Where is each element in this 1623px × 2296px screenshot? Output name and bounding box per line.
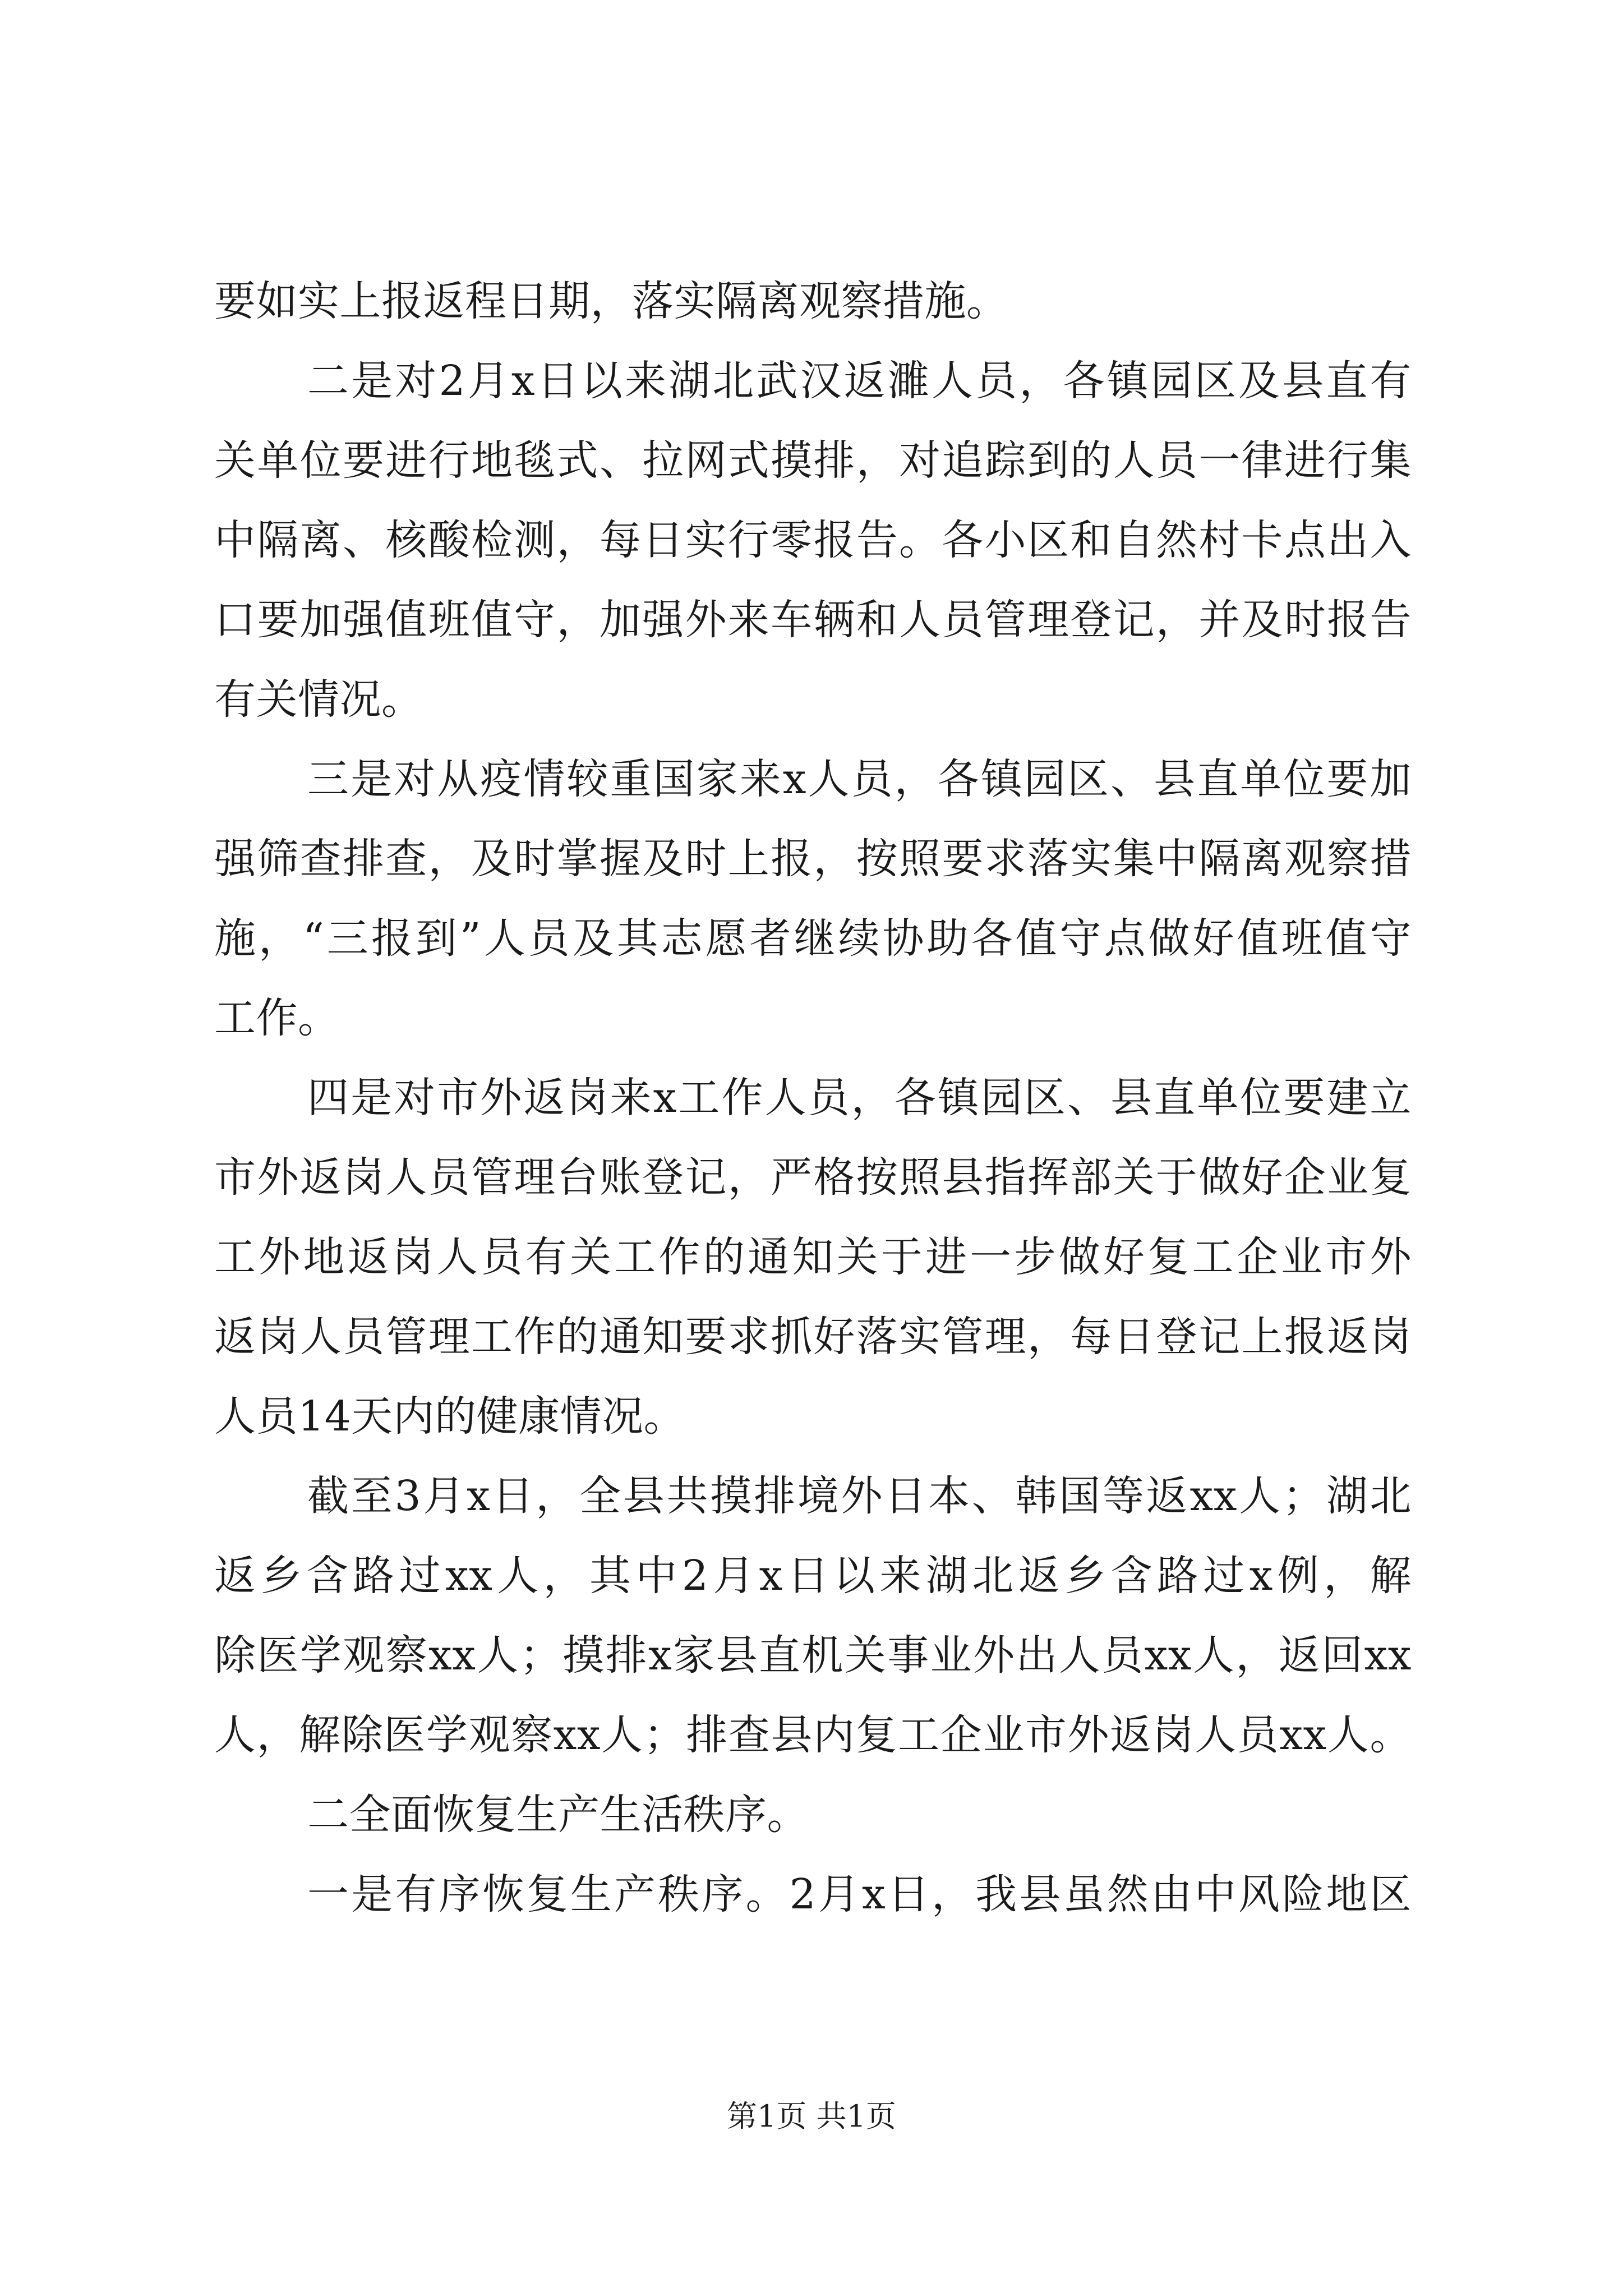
text-line: 返乡含路过xx人，其中2月x日以来湖北返乡含路过x例，解 bbox=[214, 1552, 1412, 1600]
text-line: 强筛查排查，及时掌握及时上报，按照要求落实集中隔离观察措 bbox=[214, 835, 1412, 883]
text-line: 除医学观察xx人；摸排x家县直机关事业外出人员xx人，返回xx bbox=[214, 1631, 1412, 1680]
text-line: 人，解除医学观察xx人；排查县内复工企业市外返岗人员xx人。 bbox=[214, 1711, 1412, 1759]
text-line: 人员14天内的健康情况。 bbox=[214, 1392, 686, 1441]
text-line: 中隔离、核酸检测，每日实行零报告。各小区和自然村卡点出入 bbox=[214, 516, 1412, 564]
text-line: 二是对2月x日以来湖北武汉返濉人员，各镇园区及县直有 bbox=[307, 357, 1412, 405]
text-line: 截至3月x日，全县共摸排境外日本、韩国等返xx人；湖北 bbox=[307, 1472, 1412, 1520]
text-line: 有关情况。 bbox=[214, 675, 423, 724]
text-line: 三是对从疫情较重国家来x人员，各镇园区、县直单位要加 bbox=[307, 755, 1412, 803]
text-line: 关单位要进行地毯式、拉网式摸排，对追踪到的人员一律进行集 bbox=[214, 436, 1412, 485]
text-line: 市外返岗人员管理台账登记，严格按照县指挥部关于做好企业复 bbox=[214, 1153, 1412, 1202]
page-footer: 第1页 共1页 bbox=[727, 2099, 896, 2134]
text-line: 要如实上报返程日期，落实隔离观察措施。 bbox=[214, 277, 1008, 325]
text-line: 工作。 bbox=[214, 994, 340, 1042]
document-body bbox=[214, 261, 1412, 1934]
text-line: 工外地返岗人员有关工作的通知关于进一步做好复工企业市外 bbox=[214, 1233, 1412, 1281]
text-line: 返岗人员管理工作的通知要求抓好落实管理，每日登记上报返岗 bbox=[214, 1313, 1412, 1361]
text-line: 一是有序恢复生产秩序。2月x日，我县虽然由中风险地区 bbox=[307, 1870, 1412, 1918]
text-line: 口要加强值班值守，加强外来车辆和人员管理登记，并及时报告 bbox=[214, 596, 1412, 644]
text-line: 二全面恢复生产生活秩序。 bbox=[307, 1791, 809, 1839]
text-line: 四是对市外返岗来x工作人员，各镇园区、县直单位要建立 bbox=[307, 1074, 1412, 1122]
text-line: 施，“三报到”人员及其志愿者继续协助各值守点做好值班值守 bbox=[214, 914, 1412, 963]
